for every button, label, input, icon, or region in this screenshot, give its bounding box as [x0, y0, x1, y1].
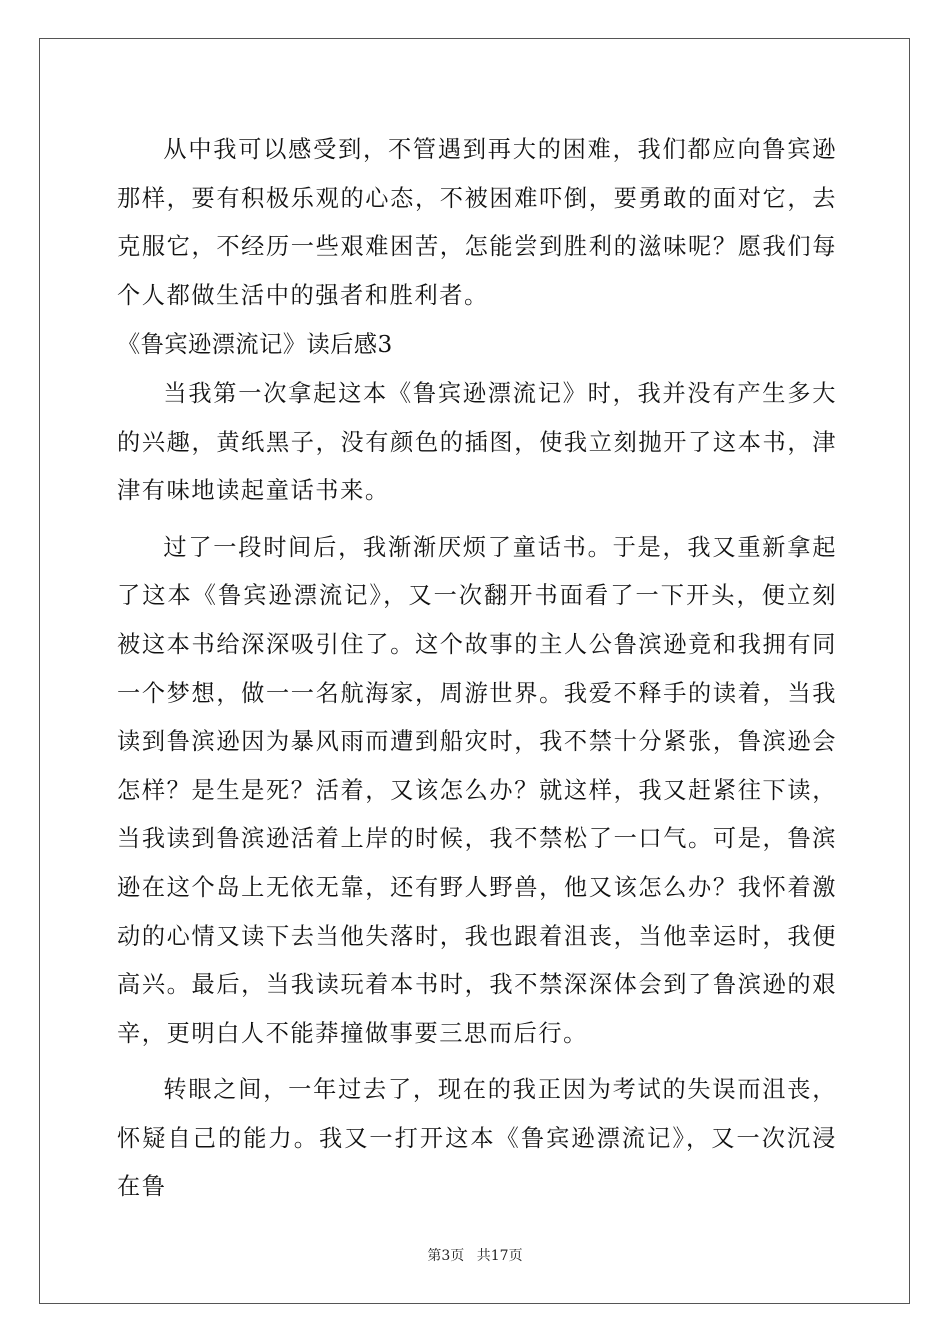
page-footer: [0, 1245, 950, 1265]
document-body: [117, 126, 837, 1212]
paragraph-2: 过了一段时间后，我渐渐厌烦了童话书。于是，我又重新拿起了这本《鲁宾逊漂流记》，又一次翻开书面看了一下开头，便立刻被这本书给深深吸引住了。这个故事的主人公鲁滨逊竟和我拥有同一个梦想，做一一名航海家，周游世界。我爱不释手的读着，当我读到鲁滨逊因为暴风雨而遭到船灾时，我不禁十分紧张，鲁滨逊会怎样？是生是死？活着，又该怎么办？就这样，我又赶紧往下读，当我读到鲁滨逊活着上岸的时候，我不禁松了一口气。可是，鲁滨逊在这个岛上无依无靠，还有野人野兽，他又该怎么办？我怀着激动的心情又读下去当他失落时，我也跟着沮丧，当他幸运时，我便高兴。最后，当我读玩着本书时，我不禁深深体会到了鲁滨逊的艰辛，更明白人不能莽撞做事要三思而后行。: [117, 533, 837, 1047]
paragraph-3: 转眼之间，一年过去了，现在的我正因为考试的失误而沮丧，怀疑自己的能力。我又一打开这本《鲁宾逊漂流记》，又一次沉浸在鲁: [117, 1076, 837, 1201]
paragraph-intro: 从中我可以感受到，不管遇到再大的困难，我们都应向鲁宾逊那样，要有积极乐观的心态，不被困难吓倒，要勇敢的面对它，去克服它，不经历一些艰难困苦，怎能尝到胜利的滋味呢？愿我们每个人都做生活中的强者和胜利者。: [117, 136, 837, 309]
paragraph-1: 当我第一次拿起这本《鲁宾逊漂流记》时，我并没有产生多大的兴趣，黄纸黑子，没有颜色的插图，使我立刻抛开了这本书，津津有味地读起童话书来。: [117, 379, 837, 505]
page-number: 第3页: [427, 1248, 465, 1264]
page-total: 共17页: [476, 1248, 523, 1264]
section-heading: 《鲁宾逊漂流记》读后感3: [117, 331, 393, 359]
